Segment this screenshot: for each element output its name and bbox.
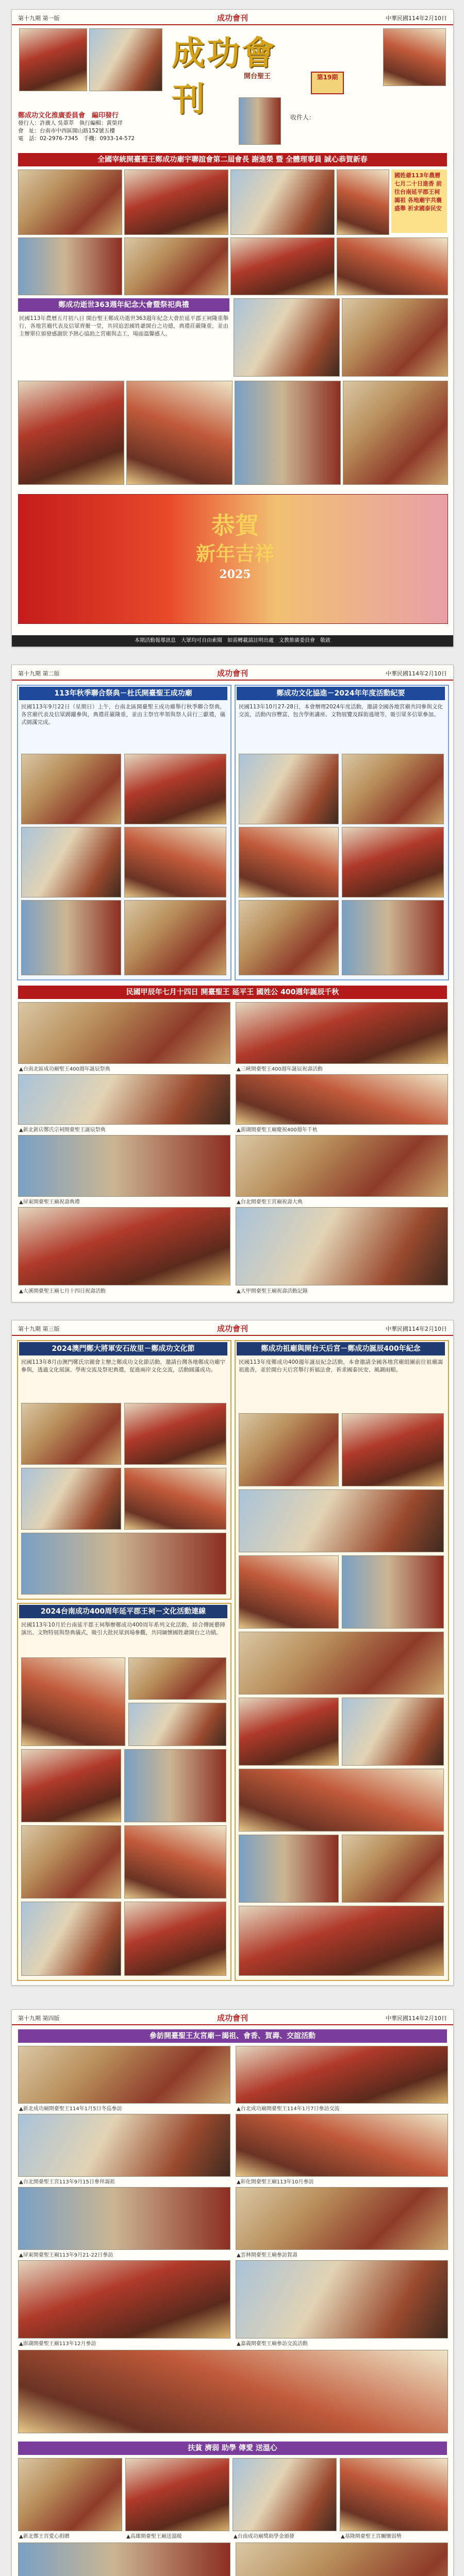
page-header <box>12 10 453 25</box>
p3-photo-16 <box>342 1835 444 1903</box>
page-header <box>12 1320 453 1336</box>
p2-photo-1 <box>21 754 121 824</box>
visit-photo-2 <box>236 2046 448 2104</box>
section-right-text: 民國113年度鄭成功400週年誕辰紀念活動，本會邀請全國各地宮廟組團前往祖廟謁祖進香，並於開台天后宮舉行祈福法會，祈求國泰民安、風調雨順。 <box>239 1359 443 1373</box>
greeting-line-2: 新年吉祥 <box>195 542 274 565</box>
ceremony-photo-9 <box>234 298 340 377</box>
p3-photo-1 <box>21 1403 121 1465</box>
contact-org: 鄭成功文化推廣委員會 編印發行 <box>18 112 119 120</box>
charity-photo-5 <box>18 2543 230 2576</box>
greeting-line-1: 恭賀 <box>211 512 259 539</box>
masthead <box>172 30 301 119</box>
ceremony-photo-4 <box>337 170 389 235</box>
birthday-caption-3: ▲新北新店鄭氏宗祠開臺聖王誕辰祭典 <box>19 1127 106 1133</box>
p2-photo-4 <box>124 827 226 897</box>
birthday-band: 民國甲辰年七月十四日 開臺聖王 延平王 國姓公 400週年誕辰千秋 <box>18 986 447 999</box>
visit-caption-7: ▲澎湖開臺聖王廟113年12月參訪 <box>19 2341 96 2347</box>
page-3 <box>11 1320 454 1986</box>
p3-photo-19 <box>128 1657 226 1700</box>
p3-photo-13 <box>342 1698 444 1766</box>
visit-caption-5: ▲屏東開臺聖王廟113年9月21-22日參訪 <box>19 2252 113 2258</box>
paper-title: 成功會刊 <box>217 13 248 23</box>
visit-caption-1: ▲新北成功廟開臺聖王114年1月5日冬巡參訪 <box>19 2106 122 2112</box>
charity-photo-1 <box>18 2458 122 2531</box>
ceremony-photo-2 <box>124 170 228 235</box>
issue-date: 中華民國114年2月10日 <box>386 670 447 677</box>
p3-photo-5 <box>21 1533 226 1595</box>
ceremony-photo-6 <box>124 238 228 295</box>
p3-photo-24 <box>124 1825 226 1899</box>
p3-photo-12 <box>239 1698 339 1766</box>
p3-photo-23 <box>21 1825 121 1899</box>
p2-photo-2 <box>124 754 226 824</box>
ceremony-photo-1 <box>18 170 122 235</box>
p3-photo-18 <box>21 1657 125 1746</box>
p3-photo-25 <box>21 1902 121 1976</box>
p3-photo-10 <box>342 1555 444 1629</box>
p2-photo-5 <box>21 900 121 975</box>
p3-photo-15 <box>239 1835 339 1903</box>
p2-photo-6 <box>124 900 226 975</box>
birthday-caption-5: ▲屏東開臺聖王廟祝壽典禮 <box>19 1199 80 1205</box>
paper-title: 成功會刊 <box>217 669 248 678</box>
p3-photo-7 <box>342 1413 444 1486</box>
p3-photo-22 <box>124 1749 226 1822</box>
p3-photo-8 <box>239 1489 444 1552</box>
page-header <box>12 2010 453 2025</box>
issue-date: 中華民國114年2月10日 <box>386 15 447 22</box>
issue-label: 第十九期 第二版 <box>18 670 60 677</box>
p3-photo-6 <box>239 1413 339 1486</box>
p3-photo-17 <box>239 1906 444 1976</box>
charity-photo-4 <box>340 2458 448 2531</box>
masthead-title: 成功會刊 <box>172 34 277 119</box>
side-note: 國姓爺113年農曆七月二十日進香 前往台南延平郡王祠謁祖 各地廟宇共襄盛舉 祈求國泰民安 <box>391 170 447 233</box>
p2-photo-9 <box>239 827 339 897</box>
birthday-photo-8 <box>236 1207 448 1285</box>
p3-photo-11 <box>239 1632 444 1694</box>
issue-badge: 第19期 <box>311 72 344 94</box>
paper-title: 成功會刊 <box>217 1324 248 1333</box>
birthday-caption-8: ▲大甲開臺聖王廟祝壽活動記錄 <box>237 1289 308 1294</box>
section-left-text: 民國113年8月由澳門鄭氏宗親會主辦之鄭成功文化節活動，邀請台灣各地鄭成功廟宇參與，透過文化展演、學術交流及祭祀典禮，促進兩岸文化交流，活動圓滿成功。 <box>21 1359 225 1373</box>
p3-photo-20 <box>128 1703 226 1746</box>
p3-photo-4 <box>124 1468 226 1530</box>
charity-caption-4: ▲基隆開臺聖王宮關懷弱勢 <box>341 2534 402 2539</box>
greeting-band: 全國宰統開臺聖王鄭成功廟宇聯誼會第二屆會長 謝進榮 暨 全體理事員 誠心恭賀新春 <box>18 153 447 166</box>
paper-title: 成功會刊 <box>217 2013 248 2023</box>
ceremony-photo-5 <box>18 238 122 295</box>
issue-date: 中華民國114年2月10日 <box>386 1326 447 1332</box>
issue-date: 中華民國114年2月10日 <box>386 2015 447 2022</box>
ceremony-photo-11 <box>18 381 124 485</box>
section-mid-title: 2024台南成功400周年延平郡王祠－文化活動連線 <box>19 1605 227 1618</box>
p2-photo-7 <box>239 754 339 824</box>
ceremony-photo-10 <box>342 298 448 377</box>
section-right-title: 鄭成功文化協進－2024年年度活動紀要 <box>237 687 445 700</box>
section-left-text: 民國113年9月22日（星期日）上午，台南北區開臺聖王成功廟舉行秋季聯合祭典，各宮廟代表及信眾踴躍參與，典禮莊嚴隆重，並由主祭官率領與祭人員行三獻禮，儀式圓滿完成。 <box>21 704 225 725</box>
ceremony-photo-3 <box>230 170 335 235</box>
visit-photo-3 <box>18 2114 230 2177</box>
ceremony-photo-12 <box>126 381 233 485</box>
page-footer: 本期活動報導訊息 大眾均可自由索閱 如需轉載請註明出處 文教推廣委員會 敬啟 <box>12 635 453 647</box>
visit-photo-6 <box>236 2187 448 2250</box>
birthday-photo-1 <box>18 1002 230 1064</box>
p3-photo-26 <box>124 1902 226 1976</box>
visit-caption-2: ▲台北成功廟開臺聖王114年1月7日參訪交流 <box>237 2106 340 2112</box>
charity-band: 扶貧 濟弱 助學 傳愛 送溫心 <box>18 2442 447 2455</box>
p3-photo-14 <box>239 1769 444 1832</box>
birthday-photo-6 <box>236 1135 448 1197</box>
charity-photo-3 <box>233 2458 337 2531</box>
new-year-banner <box>18 494 448 624</box>
small-temple-photo <box>239 97 281 145</box>
p2-photo-11 <box>239 900 339 975</box>
birthday-photo-5 <box>18 1135 230 1197</box>
charity-caption-3: ▲台南成功廟獎助學金頒發 <box>234 2534 294 2539</box>
ceremony-photo-7 <box>230 238 335 295</box>
p3-photo-2 <box>124 1403 226 1465</box>
seal-logo <box>383 28 446 86</box>
visit-photo-4 <box>236 2114 448 2177</box>
visit-photo-9 <box>18 2350 448 2433</box>
birthday-caption-6: ▲台北開臺聖王宮廟祝壽大典 <box>237 1199 303 1205</box>
page-4 <box>11 2009 454 2576</box>
visit-caption-4: ▲彰化開臺聖王廟113年10月參訪 <box>237 2179 314 2185</box>
p2-photo-8 <box>342 754 444 824</box>
section-left-title: 2024澳門鄭大將軍安石故里－鄭成功文化節 <box>19 1342 227 1355</box>
charity-caption-2: ▲高雄開臺聖王廟送溫暖 <box>126 2534 182 2539</box>
visit-photo-7 <box>18 2260 230 2338</box>
p3-photo-9 <box>239 1555 339 1629</box>
birthday-caption-1: ▲台南北區成功廟聖王400週年誕辰祭典 <box>19 1066 110 1072</box>
charity-caption-1: ▲新北鄭王宮愛心捐贈 <box>19 2534 70 2539</box>
section-right-title: 鄭成功祖廟與開台天后宮－鄭成功誕辰400年紀念 <box>237 1342 445 1355</box>
ceremony-photo-14 <box>343 381 448 485</box>
birthday-caption-2: ▲三峽開臺聖王400週年誕辰祝壽活動 <box>237 1066 323 1072</box>
page-header <box>12 665 453 681</box>
birthday-caption-4: ▲澎湖開臺聖王廟慶祝400週年千秋 <box>237 1127 318 1133</box>
section-right-text: 民國113年10月27-28日，本會辦理2024年度活動，邀請全國各地宮廟共同參與文化交流，活動內容豐富，包含學術講座、文物展覽及踩街遶境等，吸引眾多信眾參加。 <box>239 704 443 718</box>
birthday-caption-7: ▲大溪開臺聖王廟七月十四日祝壽活動 <box>19 1289 106 1294</box>
birthday-photo-3 <box>18 1074 230 1125</box>
p2-photo-10 <box>342 827 444 897</box>
contact-block <box>18 112 188 143</box>
p3-photo-3 <box>21 1468 121 1530</box>
visit-photo-5 <box>18 2187 230 2250</box>
greeting-year: 2025 <box>219 568 251 581</box>
birthday-photo-4 <box>236 1074 448 1125</box>
page-1 <box>11 9 454 647</box>
intro-title: 鄭成功逝世363週年紀念大會暨祭祀典禮 <box>18 298 229 312</box>
statue-photo <box>89 28 162 91</box>
temple-photo <box>19 28 87 91</box>
charity-photo-6 <box>236 2543 448 2576</box>
ceremony-photo-13 <box>235 381 341 485</box>
new-year-greeting <box>173 510 297 582</box>
birthday-photo-2 <box>236 1002 448 1064</box>
visit-caption-8: ▲嘉義開臺聖王廟參訪交流活動 <box>237 2341 308 2347</box>
birthday-photo-7 <box>18 1207 230 1285</box>
visit-photo-8 <box>236 2260 448 2338</box>
issue-label: 第十九期 第一版 <box>18 15 60 22</box>
intro-text: 民國113年農曆五月初八日 開台聖王鄭成功逝世363週年紀念大會於延平郡王祠隆重舉行，各地宮廟代表及信眾齊聚一堂，共同追思國姓爺開台之功德，典禮莊嚴隆重，並由主辦單位頒發感謝狀予熱心協助之宮廟與志工，場面溫馨感人。 <box>19 315 228 337</box>
contact-line-1: 發行人：許廣人 吳葦萃 執行編輯：黃榮祥 <box>18 120 123 126</box>
ceremony-photo-8 <box>337 238 448 295</box>
page-2 <box>11 665 454 1302</box>
masthead-subtitle: 開台聖王 <box>244 73 271 80</box>
visit-caption-6: ▲雲林開臺聖王廟參訪賀壽 <box>237 2252 297 2258</box>
contact-line-3: 電 話：02-2976-7345 手機：0933-14-572 <box>18 135 135 142</box>
section-left-title: 113年秋季聯合祭典－杜氏開臺聖王成功廟 <box>19 687 227 700</box>
p2-photo-12 <box>342 900 444 975</box>
issue-label: 第十九期 第三版 <box>18 1326 60 1332</box>
visit-band: 參訪開臺聖王友宮廟－謁祖、會香、賀壽、交誼活動 <box>18 2029 447 2043</box>
issue-label: 第十九期 第四版 <box>18 2015 60 2022</box>
p2-photo-3 <box>21 827 121 897</box>
visit-photo-1 <box>18 2046 230 2104</box>
recipient-label: 收件人： <box>290 114 316 121</box>
p3-photo-21 <box>21 1749 121 1822</box>
visit-caption-3: ▲台北開臺聖王宮113年9月15日參拜謁祖 <box>19 2179 115 2185</box>
charity-photo-2 <box>125 2458 229 2531</box>
contact-line-2: 會 址：台南市中西區開山路152號五樓 <box>18 128 115 134</box>
section-mid-text: 民國113年10月於台南延平郡王祠舉辦鄭成功400周年系列文化活動，結合傳統藝陣演出、文物特展與祭典儀式，吸引大批民眾到場參觀，共同緬懷國姓爺開台之功績。 <box>21 1622 225 1636</box>
